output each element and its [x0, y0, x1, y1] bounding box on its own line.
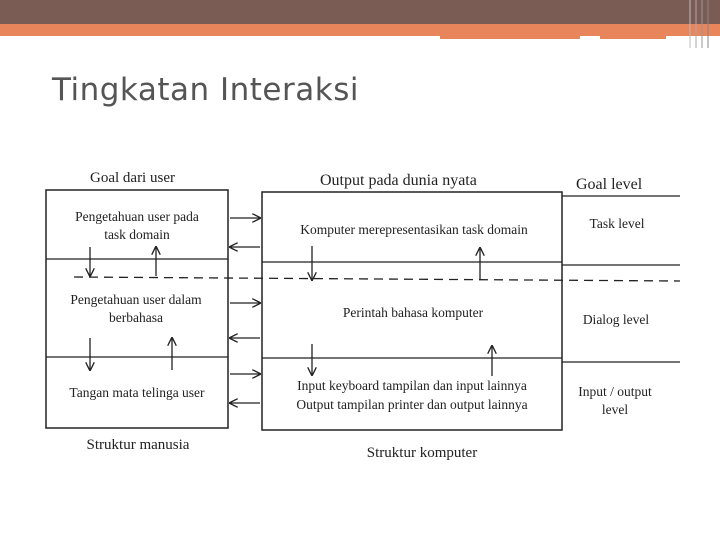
- slide-title: Tingkatan Interaksi: [52, 72, 359, 108]
- dialog-level-label: Dialog level: [582, 312, 650, 327]
- computer-box-3-line-1: Input keyboard tampilan dan input lainnya: [297, 378, 527, 393]
- computer-footer: Struktur komputer: [366, 445, 478, 461]
- human-box-2-line-1: Pengetahuan user dalam: [70, 292, 202, 307]
- dashed-separator: [74, 277, 680, 281]
- levels-header: Goal level: [576, 176, 643, 193]
- human-box-3-line-1: Tangan mata telinga user: [69, 385, 205, 400]
- human-footer: Struktur manusia: [86, 437, 190, 453]
- computer-box-1-line-1: Komputer merepresentasikan task domain: [300, 222, 528, 237]
- io-level-label-line-2: level: [601, 402, 629, 417]
- computer-box-3-line-2: Output tampilan printer dan output lainnya: [296, 397, 528, 412]
- computer-header: Output pada dunia nyata: [320, 172, 477, 189]
- task-level-label: Task level: [589, 216, 645, 231]
- human-box-1-line-1: Pengetahuan user pada: [75, 209, 199, 224]
- human-header: Goal dari user: [90, 170, 175, 186]
- human-box-1-line-2: task domain: [104, 227, 170, 242]
- computer-box-2-line-1: Perintah bahasa komputer: [342, 305, 484, 320]
- human-box-2-line-2: berbahasa: [109, 310, 163, 325]
- io-level-label-line-1: Input / output: [578, 384, 652, 399]
